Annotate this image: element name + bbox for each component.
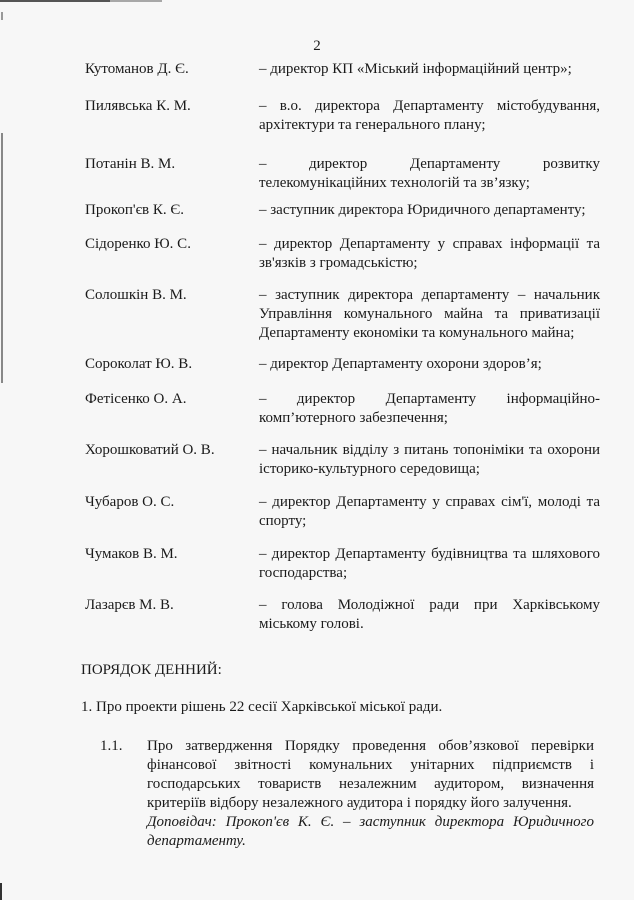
participant-role: – голова Молодіжної ради при Харківському міському голові. xyxy=(259,597,600,632)
participant-row xyxy=(85,60,600,79)
participant-row xyxy=(85,201,600,220)
participant-name: Сідоренко Ю. С. xyxy=(85,236,191,252)
participant-role: – директор КП «Міський інформаційний центр»; xyxy=(259,61,572,77)
participant-role: – заступник директора Юридичного департаменту; xyxy=(259,202,586,218)
participant-row xyxy=(85,596,600,634)
agenda-subitem-text: Про затвердження Порядку проведення обов’язкової перевірки фінансової звітності комунальних унітарних підприємств і господарських товариств незалежним аудитором, визначення критеріїв відбору незалежного аудитора і порядку його залучення. xyxy=(147,738,594,811)
participant-role: – заступник директора департаменту – начальник Управління комунального майна та приватизації Департаменту економіки та комунального майна; xyxy=(259,287,600,341)
participant-role: – директор Департаменту будівництва та шляхового господарства; xyxy=(259,546,600,581)
participant-role: – начальник відділу з питань топоніміки та охорони історико-культурного середовища; xyxy=(259,442,600,477)
participant-name: Хорошковатий О. В. xyxy=(85,442,215,458)
participant-role: – директор Департаменту у справах сім'ї, молоді та спорту; xyxy=(259,494,600,529)
participant-name: Солошкін В. М. xyxy=(85,287,187,303)
participant-row xyxy=(85,235,600,273)
agenda-item: 1. Про проекти рішень 22 сесії Харківської міської ради. xyxy=(81,699,443,715)
participant-row xyxy=(85,155,600,193)
participant-row xyxy=(85,355,600,374)
participant-name: Чумаков В. М. xyxy=(85,546,178,562)
scan-artifact xyxy=(1,12,3,20)
scan-artifact xyxy=(0,0,110,2)
participant-role: – директор Департаменту у справах інформації та зв'язків з громадськістю; xyxy=(259,236,600,271)
participant-name: Сороколат Ю. В. xyxy=(85,356,193,372)
participant-name: Кутоманов Д. Є. xyxy=(85,61,189,77)
agenda-subitem-speaker: Доповідач: Прокоп'єв К. Є. – заступник директора Юридичного департаменту. xyxy=(147,814,594,849)
participant-row xyxy=(85,97,600,135)
participant-row xyxy=(85,441,600,479)
participant-role: – в.о. директора Департаменту містобудування, архітектури та генерального плану; xyxy=(259,98,600,133)
page-number: 2 xyxy=(313,38,321,54)
agenda-subitem xyxy=(100,737,605,851)
participant-name: Пилявська К. М. xyxy=(85,98,191,114)
scan-artifact xyxy=(0,883,2,900)
agenda-title: ПОРЯДОК ДЕННИЙ: xyxy=(81,662,222,678)
scan-artifact xyxy=(1,133,3,383)
participant-role: – директор Департаменту охорони здоров’я; xyxy=(259,356,542,372)
agenda-subitem-number: 1.1. xyxy=(100,738,123,754)
agenda-subitem-body xyxy=(147,737,594,851)
participant-row xyxy=(85,545,600,583)
participant-name: Лазарєв М. В. xyxy=(85,597,174,613)
participant-name: Чубаров О. С. xyxy=(85,494,175,510)
participant-name: Потанін В. М. xyxy=(85,156,176,172)
scan-artifact xyxy=(110,0,162,2)
participant-role: – директор Департаменту інформаційно-комп’ютерного забезпечення; xyxy=(259,391,600,426)
participant-row xyxy=(85,390,600,428)
participant-row xyxy=(85,493,600,531)
participant-role: – директор Департаменту розвитку телекомунікаційних технологій та зв’язку; xyxy=(259,156,600,191)
participant-row xyxy=(85,286,600,343)
participant-name: Фетісенко О. А. xyxy=(85,391,187,407)
participant-name: Прокоп'єв К. Є. xyxy=(85,202,185,218)
